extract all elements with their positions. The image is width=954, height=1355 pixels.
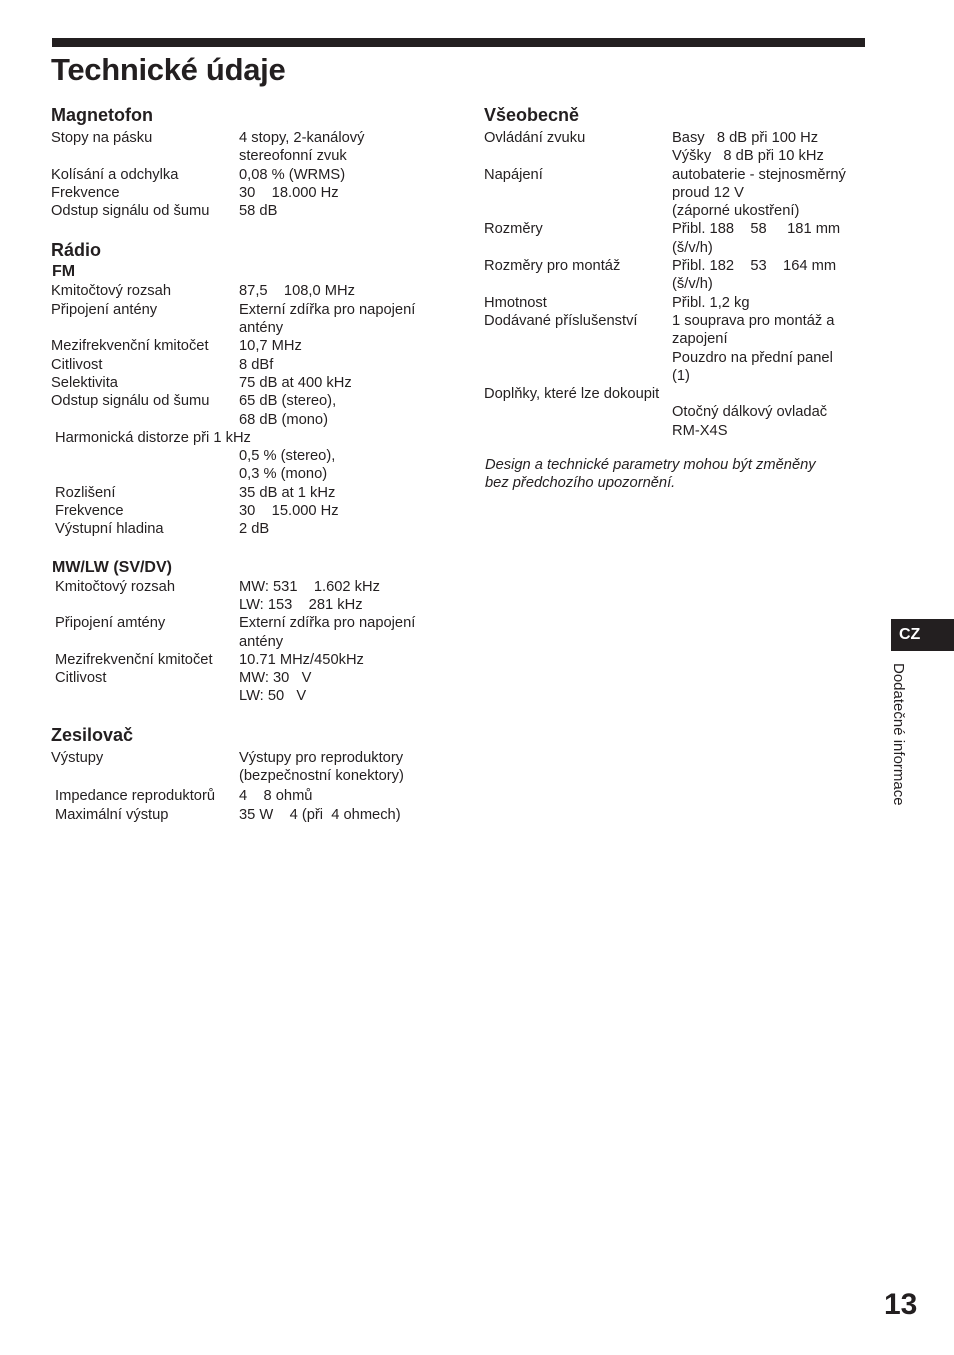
spec-value-line: Přibl. 182 53 164 mm	[672, 258, 837, 275]
spec-value	[239, 806, 451, 824]
spec-value-line: 65 dB (stereo),	[239, 393, 337, 410]
spec-value-line: 35 W 4 (při 4 ohmech)	[239, 806, 401, 823]
spec-row	[51, 374, 451, 392]
spec-value-line: MW: 30 V	[239, 670, 312, 687]
spec-value-line: MW: 531 1.602 kHz	[239, 578, 380, 595]
spec-label: Rozměry	[484, 221, 543, 238]
spec-value-line: Přibl. 1,2 kg	[672, 294, 750, 311]
spec-label: Kmitočtový rozsah	[55, 578, 175, 595]
subsection-heading-mwlw: MW/LW (SV/DV)	[52, 558, 172, 576]
spec-row	[51, 392, 451, 429]
disclaimer-note	[484, 456, 874, 493]
spec-value-line: 35 dB at 1 kHz	[239, 484, 336, 501]
spec-row	[55, 520, 451, 538]
spec-value-line: 4 stopy, 2-kanálový	[239, 130, 365, 146]
spec-value-line: 75 dB at 400 kHz	[239, 374, 352, 391]
spec-value	[239, 651, 451, 669]
spec-value	[239, 184, 451, 202]
spec-row	[51, 282, 451, 300]
spec-value-line: antény	[239, 633, 284, 650]
spec-row	[55, 669, 451, 706]
page-number: 13	[884, 1288, 918, 1321]
spec-value: Otočný dálkový ovladač	[672, 404, 828, 421]
spec-row	[55, 614, 451, 651]
spec-value-line: autobaterie - stejnosměrný	[672, 166, 846, 183]
spec-label: Ovládání zvuku	[484, 130, 586, 146]
spec-value	[672, 312, 874, 385]
side-section-label: Dodatečné informace	[890, 663, 907, 806]
section-heading-radio: Rádio	[51, 240, 102, 261]
spec-value	[239, 749, 451, 786]
spec-value-line: Výšky 8 dB při 10 kHz	[672, 148, 824, 165]
spec-list	[51, 484, 451, 539]
spec-label: Připojení amtény	[55, 615, 166, 632]
spec-value	[239, 484, 451, 502]
spec-value-line: stereofonní zvuk	[239, 148, 347, 165]
note-line: Design a technické parametry mohou být změněny	[485, 457, 816, 474]
spec-value-line: Přibl. 188 58 181 mm	[672, 221, 841, 238]
spec-row	[55, 651, 451, 669]
spec-label: Rozlišení	[55, 484, 116, 501]
spec-label: Výstupy	[51, 749, 104, 766]
spec-value-line: Výstupy pro reproduktory	[239, 749, 404, 766]
spec-row	[51, 166, 451, 184]
spec-value-line: LW: 153 281 kHz	[239, 596, 363, 613]
spec-value	[239, 614, 451, 651]
spec-row	[51, 301, 451, 338]
top-rule	[52, 38, 865, 47]
spec-label: Odstup signálu od šumu	[51, 203, 210, 220]
spec-value	[239, 502, 451, 520]
spec-list	[484, 129, 874, 385]
spec-list	[51, 749, 451, 786]
spec-label: Impedance reproduktorů	[55, 788, 216, 805]
spec-value	[239, 337, 451, 355]
spec-label: Hmotnost	[484, 294, 547, 311]
spec-value-line: 2 dB	[239, 521, 270, 538]
spec-value: RM-X4S	[672, 422, 728, 439]
spec-value	[672, 294, 874, 312]
spec-row	[51, 129, 451, 166]
spec-value	[239, 129, 451, 166]
spec-value	[239, 669, 451, 706]
spec-label: Doplňky, které lze dokoupit	[484, 386, 660, 403]
spec-value	[239, 202, 451, 220]
spec-value	[239, 520, 451, 538]
spec-value	[239, 166, 451, 184]
spec-value	[239, 282, 451, 300]
spec-row	[51, 356, 451, 374]
spec-value-line: 68 dB (mono)	[239, 411, 328, 428]
spec-value	[239, 392, 451, 429]
spec-value-line: Basy 8 dB při 100 Hz	[672, 130, 819, 146]
spec-list	[51, 578, 451, 706]
spec-value-line: 30 18.000 Hz	[239, 184, 339, 201]
spec-row-harmonic	[51, 429, 451, 484]
spec-row-optional	[484, 385, 874, 440]
spec-list	[51, 282, 451, 428]
spec-value-line: (š/v/h)	[672, 276, 713, 293]
page-title: Technické údaje	[51, 52, 286, 87]
note-line: bez předchozího upozornění.	[485, 475, 676, 492]
spec-value-line: zapojení	[672, 331, 728, 348]
spec-row	[51, 749, 451, 786]
spec-row	[51, 184, 451, 202]
spec-value-line: (1)	[672, 367, 690, 384]
spec-label: Frekvence	[55, 503, 124, 520]
spec-value	[672, 220, 874, 257]
spec-label: Rozměry pro montáž	[484, 258, 621, 275]
spec-value-line: 10.71 MHz/450kHz	[239, 651, 364, 668]
spec-row	[51, 202, 451, 220]
spec-label: Mezifrekvenční kmitočet	[51, 338, 209, 355]
spec-label: Maximální výstup	[55, 806, 169, 823]
spec-value-line: (záporné ukostření)	[672, 203, 800, 220]
section-heading-vseobecne: Všeobecně	[484, 105, 580, 125]
spec-label: Napájení	[484, 166, 543, 183]
spec-row	[55, 806, 451, 824]
spec-label: Kolísání a odchylka	[51, 166, 179, 183]
spec-value	[672, 129, 874, 166]
spec-label: Frekvence	[51, 184, 120, 201]
spec-label: Dodávané příslušenství	[484, 312, 638, 329]
spec-label: Odstup signálu od šumu	[51, 393, 210, 410]
spec-row	[55, 787, 451, 805]
spec-value-line: 0,08 % (WRMS)	[239, 166, 346, 183]
spec-value-line: Pouzdro na přední panel	[672, 349, 833, 366]
spec-value-line: Externí zdířka pro napojení	[239, 301, 416, 318]
spec-list	[51, 787, 451, 824]
spec-value-line: antény	[239, 320, 284, 337]
spec-value-line: 10,7 MHz	[239, 338, 302, 355]
spec-value	[239, 578, 451, 615]
spec-value	[672, 166, 874, 221]
right-column	[484, 103, 874, 493]
spec-value-line: proud 12 V	[672, 184, 744, 201]
spec-label: Citlivost	[55, 670, 107, 687]
spec-label: Výstupní hladina	[55, 521, 164, 538]
spec-value-line: 30 15.000 Hz	[239, 503, 339, 520]
spec-value: 0,5 % (stereo),	[239, 448, 336, 465]
spec-value	[239, 374, 451, 392]
spec-row	[484, 312, 874, 385]
spec-label: Citlivost	[51, 356, 103, 373]
spec-value	[672, 257, 874, 294]
spec-value	[239, 356, 451, 374]
spec-row	[55, 502, 451, 520]
spec-value-line: 4 8 ohmů	[239, 788, 313, 805]
spec-row	[484, 129, 874, 166]
spec-label: Selektivita	[51, 374, 118, 391]
spec-value	[239, 787, 451, 805]
spec-value-line: 58 dB	[239, 203, 278, 220]
spec-value-line: LW: 50 V	[239, 688, 307, 705]
subsection-heading-fm: FM	[52, 263, 76, 281]
section-heading-zesilovac: Zesilovač	[51, 724, 134, 745]
spec-row	[484, 257, 874, 294]
spec-value: 0,3 % (mono)	[239, 466, 328, 483]
spec-label: Kmitočtový rozsah	[51, 283, 171, 300]
left-column	[51, 103, 451, 824]
section-heading-magnetofon: Magnetofon	[51, 105, 153, 125]
spec-label: Harmonická distorze při 1 kHz	[55, 429, 251, 446]
spec-label: Mezifrekvenční kmitočet	[55, 651, 213, 668]
spec-value-line: (bezpečnostní konektory)	[239, 768, 404, 785]
spec-value-line: 8 dBf	[239, 356, 274, 373]
spec-row	[51, 337, 451, 355]
spec-row	[484, 294, 874, 312]
spec-list	[51, 129, 451, 220]
spec-label: Připojení antény	[51, 301, 158, 318]
spec-row	[55, 484, 451, 502]
spec-value-line: Externí zdířka pro napojení	[239, 615, 416, 632]
spec-value-line: 87,5 108,0 MHz	[239, 283, 355, 300]
spec-value-line: 1 souprava pro montáž a	[672, 312, 835, 329]
spec-row	[55, 578, 451, 615]
spec-value-line: (š/v/h)	[672, 239, 713, 256]
spec-row	[484, 166, 874, 221]
spec-row	[484, 220, 874, 257]
spec-label: Stopy na pásku	[51, 130, 153, 146]
language-tab: CZ	[891, 619, 954, 651]
spec-value	[239, 301, 451, 338]
